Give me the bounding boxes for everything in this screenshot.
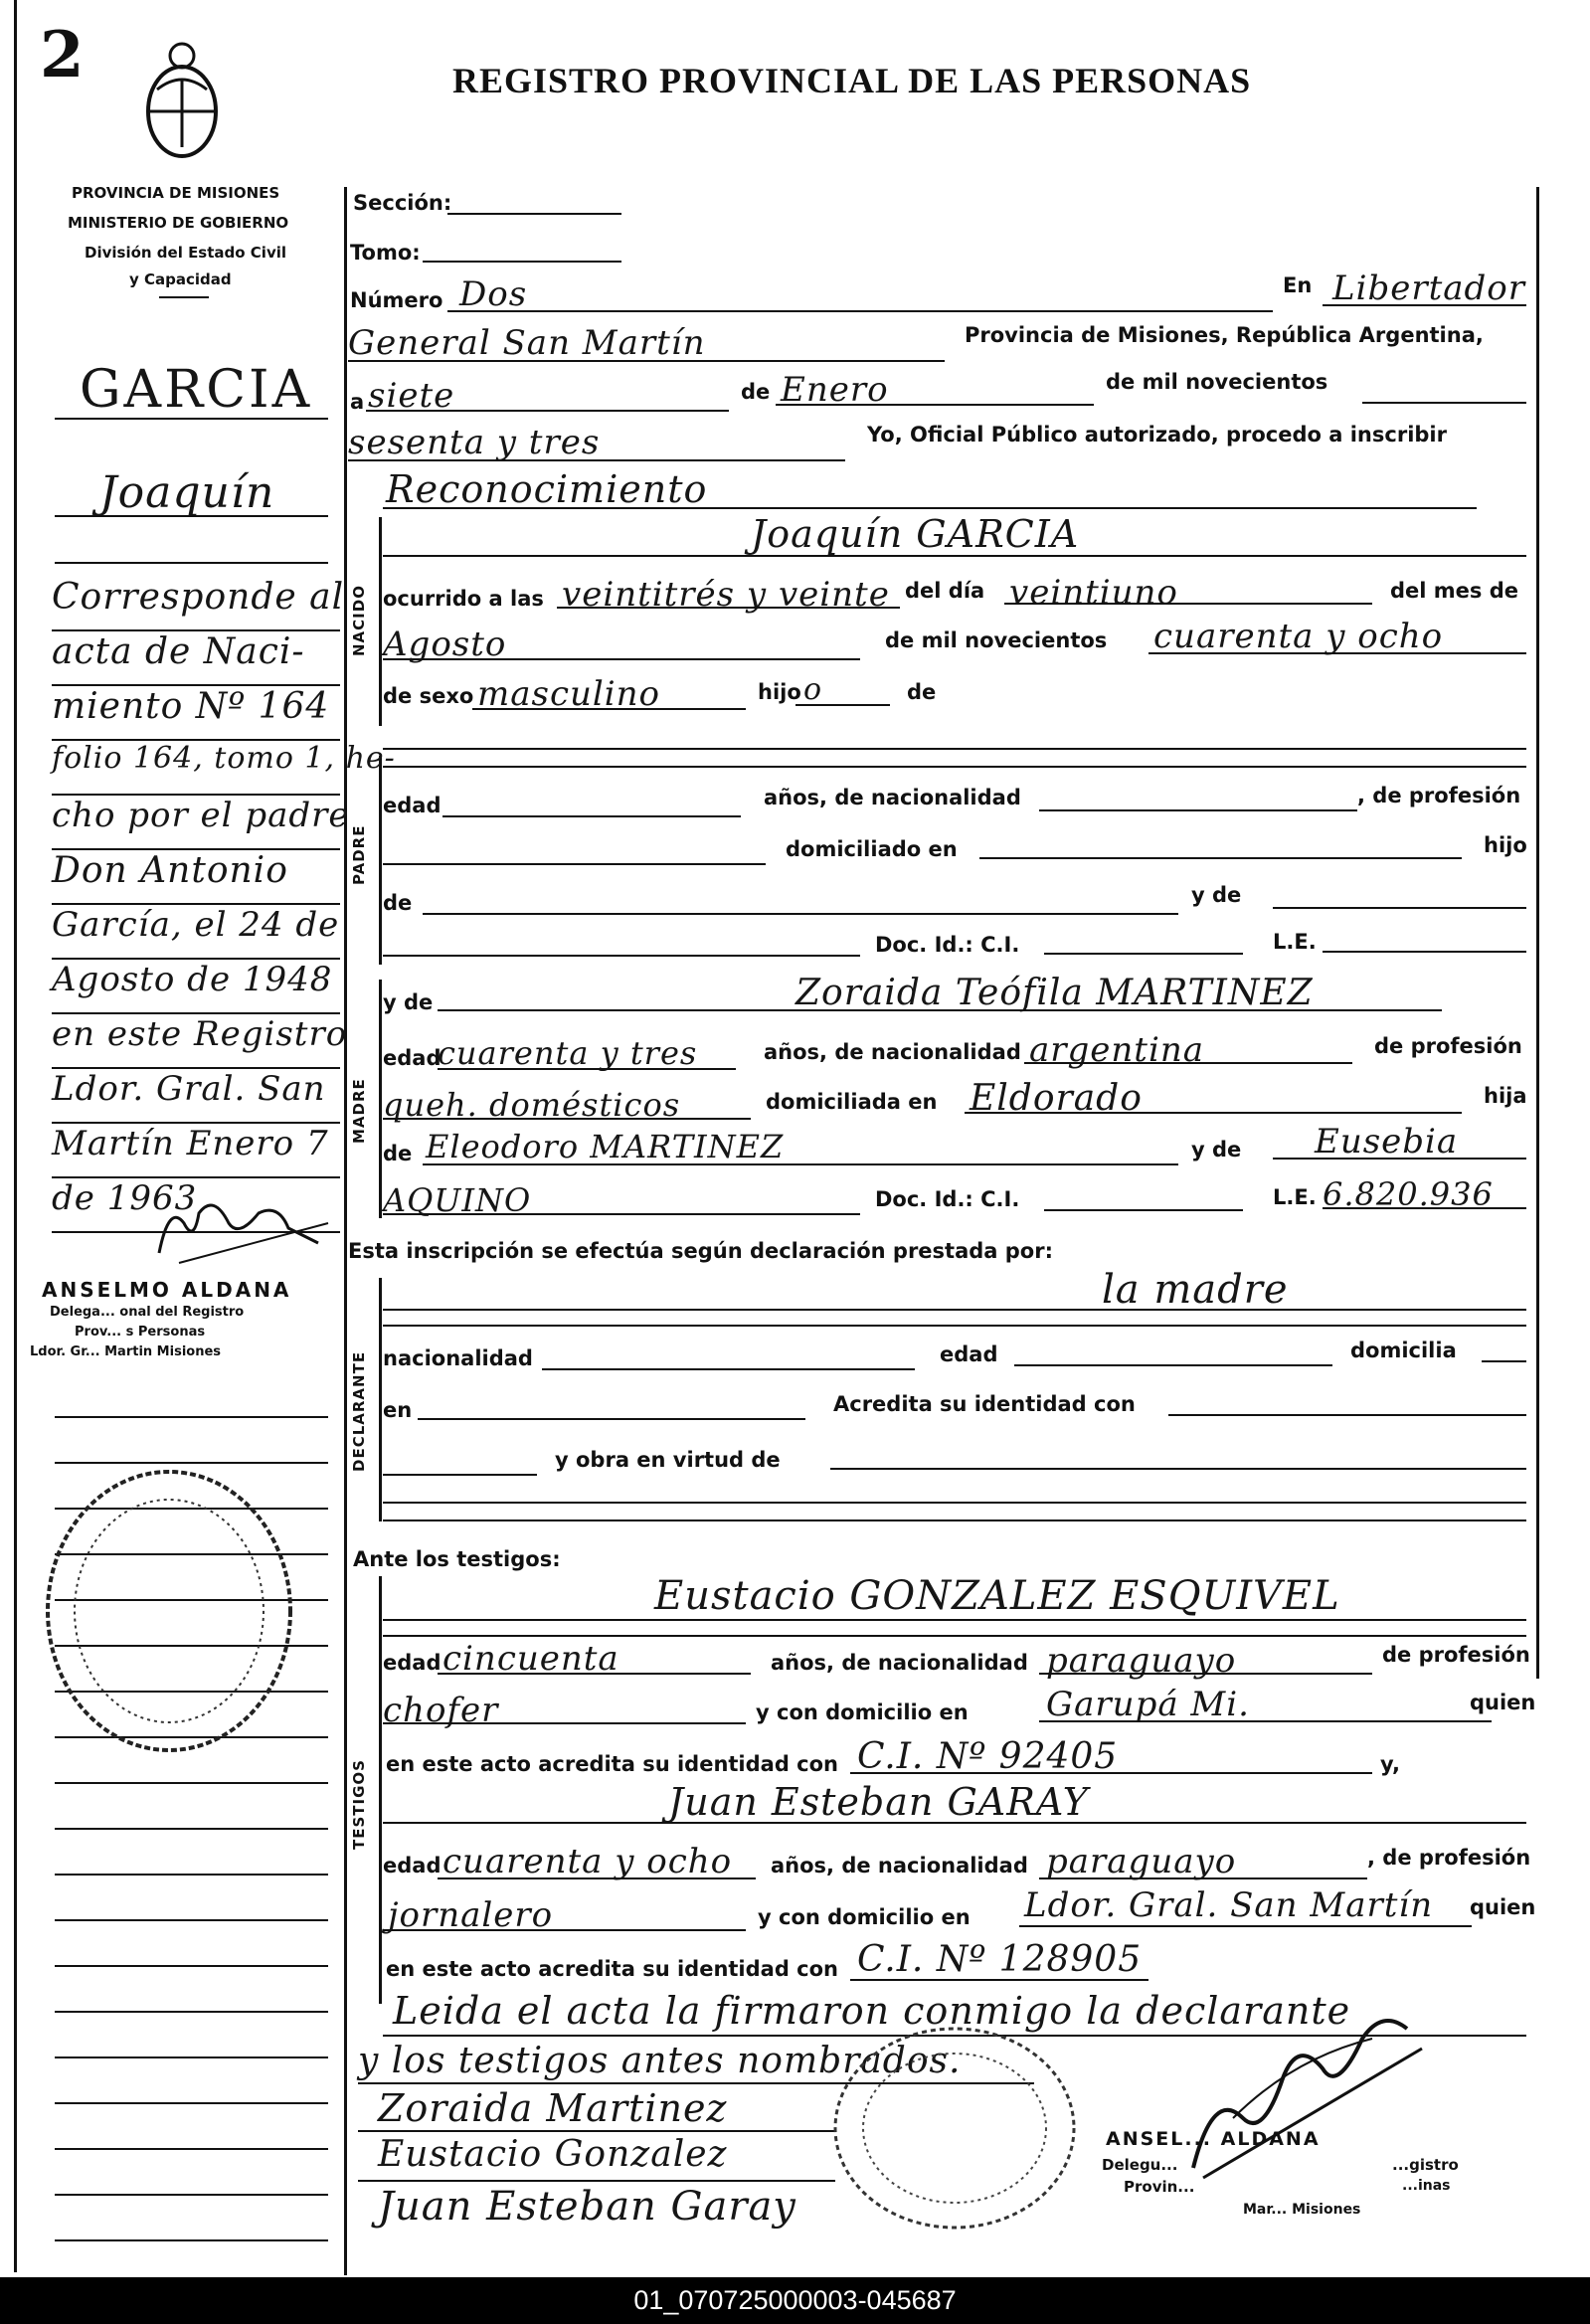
madre-le-line	[1323, 1207, 1526, 1209]
label-acredita2: en este acto acredita su identidad con	[386, 1752, 838, 1776]
decl-obra-a	[383, 1474, 537, 1476]
label-declaracion: Esta inscripción se efectúa según declaración prestada por:	[348, 1239, 1053, 1263]
madre-prof-line	[383, 1118, 751, 1120]
declarante-rule	[379, 1278, 382, 1521]
t2-nac-line	[1039, 1877, 1367, 1879]
official-seal-bottom	[825, 2019, 1084, 2237]
padre-le-line	[1323, 951, 1526, 953]
label-profesion4: de profesión	[1382, 1643, 1530, 1667]
madre-ci-line	[1044, 1209, 1243, 1211]
padre-rule	[379, 756, 382, 965]
lugar1-line	[1323, 304, 1526, 306]
label-profesion5: , de profesión	[1367, 1846, 1531, 1870]
label-edad4: edad	[383, 1651, 442, 1675]
t2-edad-line	[438, 1877, 756, 1879]
sidebar-note-line: cho por el padre	[52, 796, 340, 850]
sidebar-stamp-name: ANSELMO ALDANA	[42, 1278, 292, 1302]
lugar2-line	[348, 360, 945, 362]
t2-prof-line	[383, 1929, 746, 1931]
madre-padre-line	[423, 1163, 1178, 1165]
page-left-rule	[14, 0, 17, 2272]
sexo-line	[472, 708, 746, 710]
value-dia-nac: veintiuno	[1009, 573, 1178, 613]
closing-line-1: Leida el acta la firmaron conmigo la declarante	[393, 1989, 1351, 2033]
sidebar-signature	[139, 1183, 338, 1273]
side-label-declarante: DECLARANTE	[350, 1350, 368, 1472]
document-title: REGISTRO PROVINCIAL DE LAS PERSONAS	[452, 61, 1252, 100]
value-madre-madre-2: AQUINO	[383, 1181, 532, 1219]
decl-nac-line	[542, 1368, 915, 1370]
label-mil-nov: de mil novecientos	[885, 628, 1108, 652]
nac-line	[1039, 809, 1357, 811]
label-profesion2: de profesión	[1374, 1034, 1522, 1058]
nacido-rule	[379, 517, 382, 726]
label-hija: hija	[1484, 1084, 1527, 1108]
stamp2-line1: ANSEL... ALDANA	[1106, 2128, 1321, 2150]
label-edad3: edad	[940, 1342, 998, 1366]
sidebar-note-line: Martín Enero 7	[52, 1124, 340, 1178]
madre-doc-line-a	[383, 1213, 860, 1215]
value-t1-nac: paraguayo	[1046, 1641, 1237, 1681]
label-acredita: Acredita su identidad con	[833, 1392, 1136, 1416]
decl-blank-1	[383, 1502, 1526, 1504]
sidebar-note-line: Don Antonio	[52, 850, 340, 905]
value-t1-dom: Garupá Mi.	[1046, 1685, 1250, 1724]
nacido-blank-1	[383, 748, 1526, 750]
value-madre-nac: argentina	[1029, 1030, 1205, 1070]
label-y-de2: y de	[383, 990, 434, 1014]
sidebar-stamp-line3: Prov... s Personas	[75, 1325, 206, 1340]
sidebar-rule-1	[55, 418, 328, 420]
madre-edad-line	[438, 1068, 736, 1070]
t1-prof-line	[383, 1722, 746, 1724]
label-domiciliado: domiciliado en	[786, 837, 958, 861]
padre-yde-line	[1273, 907, 1526, 909]
value-hora: veintitrés y veinte	[562, 575, 890, 615]
value-numero: Dos	[459, 274, 528, 314]
padre-ci-line	[1044, 953, 1243, 955]
t2-doc-line	[850, 1979, 1148, 1981]
sidebar-note-line: García, el 24 de	[52, 905, 340, 960]
side-label-nacido: NACIDO	[350, 585, 368, 656]
side-label-padre: PADRE	[350, 824, 368, 885]
label-de4: de	[383, 1142, 413, 1165]
label-de-mil: de mil novecientos	[1106, 370, 1328, 394]
hora-line	[557, 607, 900, 609]
value-anio: sesenta y tres	[348, 423, 601, 462]
issuer-line1: PROVINCIA DE MISIONES	[72, 184, 280, 202]
padre-blank-1	[383, 766, 1526, 768]
madre-nac-line	[1024, 1062, 1352, 1064]
label-provincia: Provincia de Misiones, República Argentina,	[965, 323, 1484, 347]
label-y-de3: y de	[1191, 1138, 1242, 1162]
sidebar-surname: GARCIA	[80, 360, 313, 420]
label-hijo: hijo	[758, 680, 801, 704]
form-left-rule	[344, 187, 347, 2275]
t1-dom-line	[1039, 1720, 1492, 1722]
value-sexo: masculino	[477, 674, 661, 714]
t2-nombre-line	[383, 1822, 1526, 1824]
official-seal-left	[40, 1462, 298, 1760]
label-profesion: , de profesión	[1357, 784, 1521, 807]
form-right-rule	[1536, 187, 1539, 1679]
t1-nac-line	[1039, 1673, 1372, 1675]
label-de: de	[741, 380, 771, 404]
anio-nac-line	[1148, 652, 1526, 654]
value-t2-prof: jornalero	[388, 1895, 554, 1935]
label-edad2: edad	[383, 1046, 442, 1070]
madre-dom-line	[965, 1112, 1462, 1114]
signature-testigo-1: Eustacio Gonzalez	[378, 2134, 728, 2175]
label-quien: quien	[1470, 1691, 1536, 1714]
value-t1-doc: C.I. Nº 92405	[857, 1736, 1119, 1777]
sig-rule-1	[358, 2130, 835, 2132]
sidebar-note-line: miento Nº 164	[52, 686, 340, 741]
label-ante: Ante los testigos:	[353, 1547, 561, 1571]
declarante-line-2	[383, 1325, 1526, 1327]
sidebar-note-line: folio 164, tomo 1, he-	[52, 741, 340, 796]
label-nacionalidad: nacionalidad	[383, 1346, 533, 1370]
issuer-underline	[159, 296, 209, 298]
value-lugar2: General San Martín	[348, 323, 706, 363]
sidebar-given-name: Joaquín	[99, 467, 275, 518]
label-le2: L.E.	[1273, 1185, 1317, 1209]
label-tomo: Tomo:	[350, 241, 421, 265]
madre-nombre-line	[438, 1009, 1442, 1011]
decl-edad-line	[1014, 1364, 1332, 1366]
label-yo: Yo, Oficial Público autorizado, procedo a inscribir	[867, 423, 1447, 447]
value-madre-padre: Eleodoro MARTINEZ	[426, 1128, 785, 1165]
sidebar-note-line: Agosto de 1948	[52, 960, 340, 1014]
t1-edad-line	[438, 1673, 751, 1675]
label-anios-nac5: años, de nacionalidad	[771, 1854, 1028, 1877]
stamp2-right1: ...gistro	[1392, 2156, 1459, 2174]
stamp2-right2: ...inas	[1402, 2178, 1451, 2194]
sidebar-note-line: Ldor. Gral. San	[52, 1069, 340, 1124]
mes-nac-line	[383, 658, 860, 660]
side-label-madre: MADRE	[350, 1078, 368, 1144]
value-nombre: Joaquín GARCIA	[751, 512, 1080, 556]
testigos-rule	[379, 1576, 382, 2004]
label-anios-nac4: años, de nacionalidad	[771, 1651, 1028, 1675]
side-label-testigos: TESTIGOS	[350, 1759, 368, 1850]
value-t2-edad: cuarenta y ocho	[442, 1842, 733, 1881]
label-y-coma: y,	[1380, 1752, 1401, 1776]
stamp2-line2: Delegu...	[1102, 2156, 1178, 2174]
t1-nombre-line-2	[383, 1635, 1526, 1637]
padre-dom-line	[979, 857, 1462, 859]
decl-obra-line	[830, 1468, 1526, 1470]
value-madre-prof: queh. domésticos	[383, 1086, 681, 1124]
value-t1-edad: cincuenta	[442, 1639, 619, 1679]
value-mes: Enero	[781, 370, 889, 410]
value-lugar1: Libertador	[1332, 268, 1526, 308]
madre-madre-line	[1273, 1158, 1526, 1160]
value-madre-le: 6.820.936	[1323, 1175, 1494, 1213]
dia-line	[366, 410, 729, 412]
value-anio-nac: cuarenta y ocho	[1153, 617, 1444, 656]
value-t2-nac: paraguayo	[1046, 1842, 1237, 1881]
sidebar-note-line: acta de Naci-	[52, 631, 340, 686]
value-t1-prof: chofer	[383, 1691, 499, 1730]
declarante-line	[383, 1309, 1526, 1311]
value-t1-nombre: Eustacio GONZALEZ ESQUIVEL	[654, 1573, 1340, 1619]
label-le: L.E.	[1273, 930, 1317, 954]
issuer-line3: División del Estado Civil	[85, 244, 287, 262]
label-anios-nac: años, de nacionalidad	[764, 786, 1021, 809]
nombre-line	[383, 555, 1526, 557]
sidebar-note-line: Corresponde al	[52, 577, 340, 631]
sidebar-stamp-line4: Ldor. Gr... Martin Misiones	[30, 1344, 222, 1359]
madre-rule	[379, 980, 382, 1218]
seccion-line	[447, 213, 621, 215]
sig-rule-2	[358, 2180, 835, 2182]
padre-de-line	[423, 913, 1178, 915]
numero-line	[447, 310, 1273, 312]
decl-blank-2	[383, 1520, 1526, 1521]
value-madre-madre-1: Eusebia	[1315, 1122, 1459, 1162]
t1-doc-line	[850, 1772, 1372, 1774]
label-con-dom2: y con domicilio en	[758, 1905, 971, 1929]
value-t2-dom: Ldor. Gral. San Martín	[1024, 1885, 1434, 1925]
label-doc2: Doc. Id.: C.I.	[875, 1187, 1020, 1211]
tomo-line	[423, 261, 621, 263]
label-del-mes: del mes de	[1390, 579, 1518, 603]
label-de2: de	[907, 680, 937, 704]
t2-dom-line	[1019, 1925, 1472, 1927]
decl-acred-line	[1168, 1414, 1526, 1416]
label-anios-nac2: años, de nacionalidad	[764, 1040, 1021, 1064]
mes-line	[776, 404, 1094, 406]
closing-line-2: y los testigos antes nombrados.	[358, 2041, 962, 2081]
label-numero: Número	[350, 288, 443, 312]
label-domicilia: domicilia	[1350, 1339, 1457, 1362]
padre-prof-line	[383, 863, 766, 865]
anio-line	[348, 459, 845, 461]
label-obra: y obra en virtud de	[555, 1448, 781, 1472]
signature-madre: Zoraida Martinez	[378, 2086, 728, 2130]
label-acredita3: en este acto acredita su identidad con	[386, 1957, 838, 1981]
value-declarante: la madre	[1102, 1267, 1289, 1313]
label-hijo2: hijo	[1484, 833, 1527, 857]
value-mes-nac: Agosto	[383, 625, 507, 664]
label-ocurrido: ocurrido a las	[383, 587, 544, 611]
sidebar-rule-2	[55, 515, 328, 517]
label-edad: edad	[383, 794, 442, 817]
decl-en-line	[418, 1418, 805, 1420]
t1-nombre-line	[383, 1619, 1526, 1621]
label-de3: de	[383, 891, 413, 915]
dia-nac-line	[1004, 603, 1372, 605]
value-hijo-de: o	[803, 672, 823, 707]
label-a: a	[350, 390, 365, 414]
label-sexo: de sexo	[383, 684, 474, 708]
sidebar-note-line: de 1963	[52, 1178, 340, 1233]
value-dia: siete	[368, 376, 455, 416]
label-seccion: Sección:	[353, 191, 452, 215]
value-t2-doc: C.I. Nº 128905	[857, 1939, 1143, 1980]
label-domiciliada: domiciliada en	[766, 1090, 938, 1114]
value-madre-edad: cuarenta y tres	[438, 1034, 698, 1072]
signature-testigo-2: Juan Esteban Garay	[378, 2184, 796, 2230]
sidebar-note-line: en este Registro	[52, 1014, 340, 1069]
label-y-de: y de	[1191, 883, 1242, 907]
issuer-line2: MINISTERIO DE GOBIERNO	[68, 214, 289, 232]
label-edad5: edad	[383, 1854, 442, 1877]
stamp2-line3: Provin...	[1124, 2178, 1195, 2196]
label-en2: en	[383, 1398, 413, 1422]
sidebar-rule-3	[55, 562, 328, 564]
coat-of-arms-icon	[137, 40, 227, 164]
hijo-line	[795, 704, 890, 706]
label-en: En	[1283, 273, 1313, 297]
sidebar-stamp-line2: Delega... onal del Registro	[50, 1305, 245, 1320]
label-del-dia: del día	[905, 579, 985, 603]
acto-line	[383, 507, 1477, 509]
padre-doc-line-a	[383, 955, 860, 957]
decl-dom-line	[1482, 1360, 1526, 1362]
label-con-dom: y con domicilio en	[756, 1700, 969, 1724]
value-acto: Reconocimiento	[386, 467, 708, 511]
mil-line	[1362, 402, 1526, 404]
scan-id-footer: 01_070725000003-045687	[0, 2277, 1590, 2324]
issuer-line4: y Capacidad	[129, 270, 232, 288]
value-madre-dom: Eldorado	[970, 1078, 1143, 1119]
value-madre-nombre: Zoraida Teófila MARTINEZ	[795, 973, 1314, 1013]
label-quien2: quien	[1470, 1895, 1536, 1919]
label-doc: Doc. Id.: C.I.	[875, 933, 1020, 957]
value-t2-nombre: Juan Esteban GARAY	[668, 1780, 1089, 1824]
stamp2-line4: Mar... Misiones	[1243, 2202, 1361, 2218]
page-number: 2	[40, 18, 85, 92]
edad-line	[442, 815, 741, 817]
